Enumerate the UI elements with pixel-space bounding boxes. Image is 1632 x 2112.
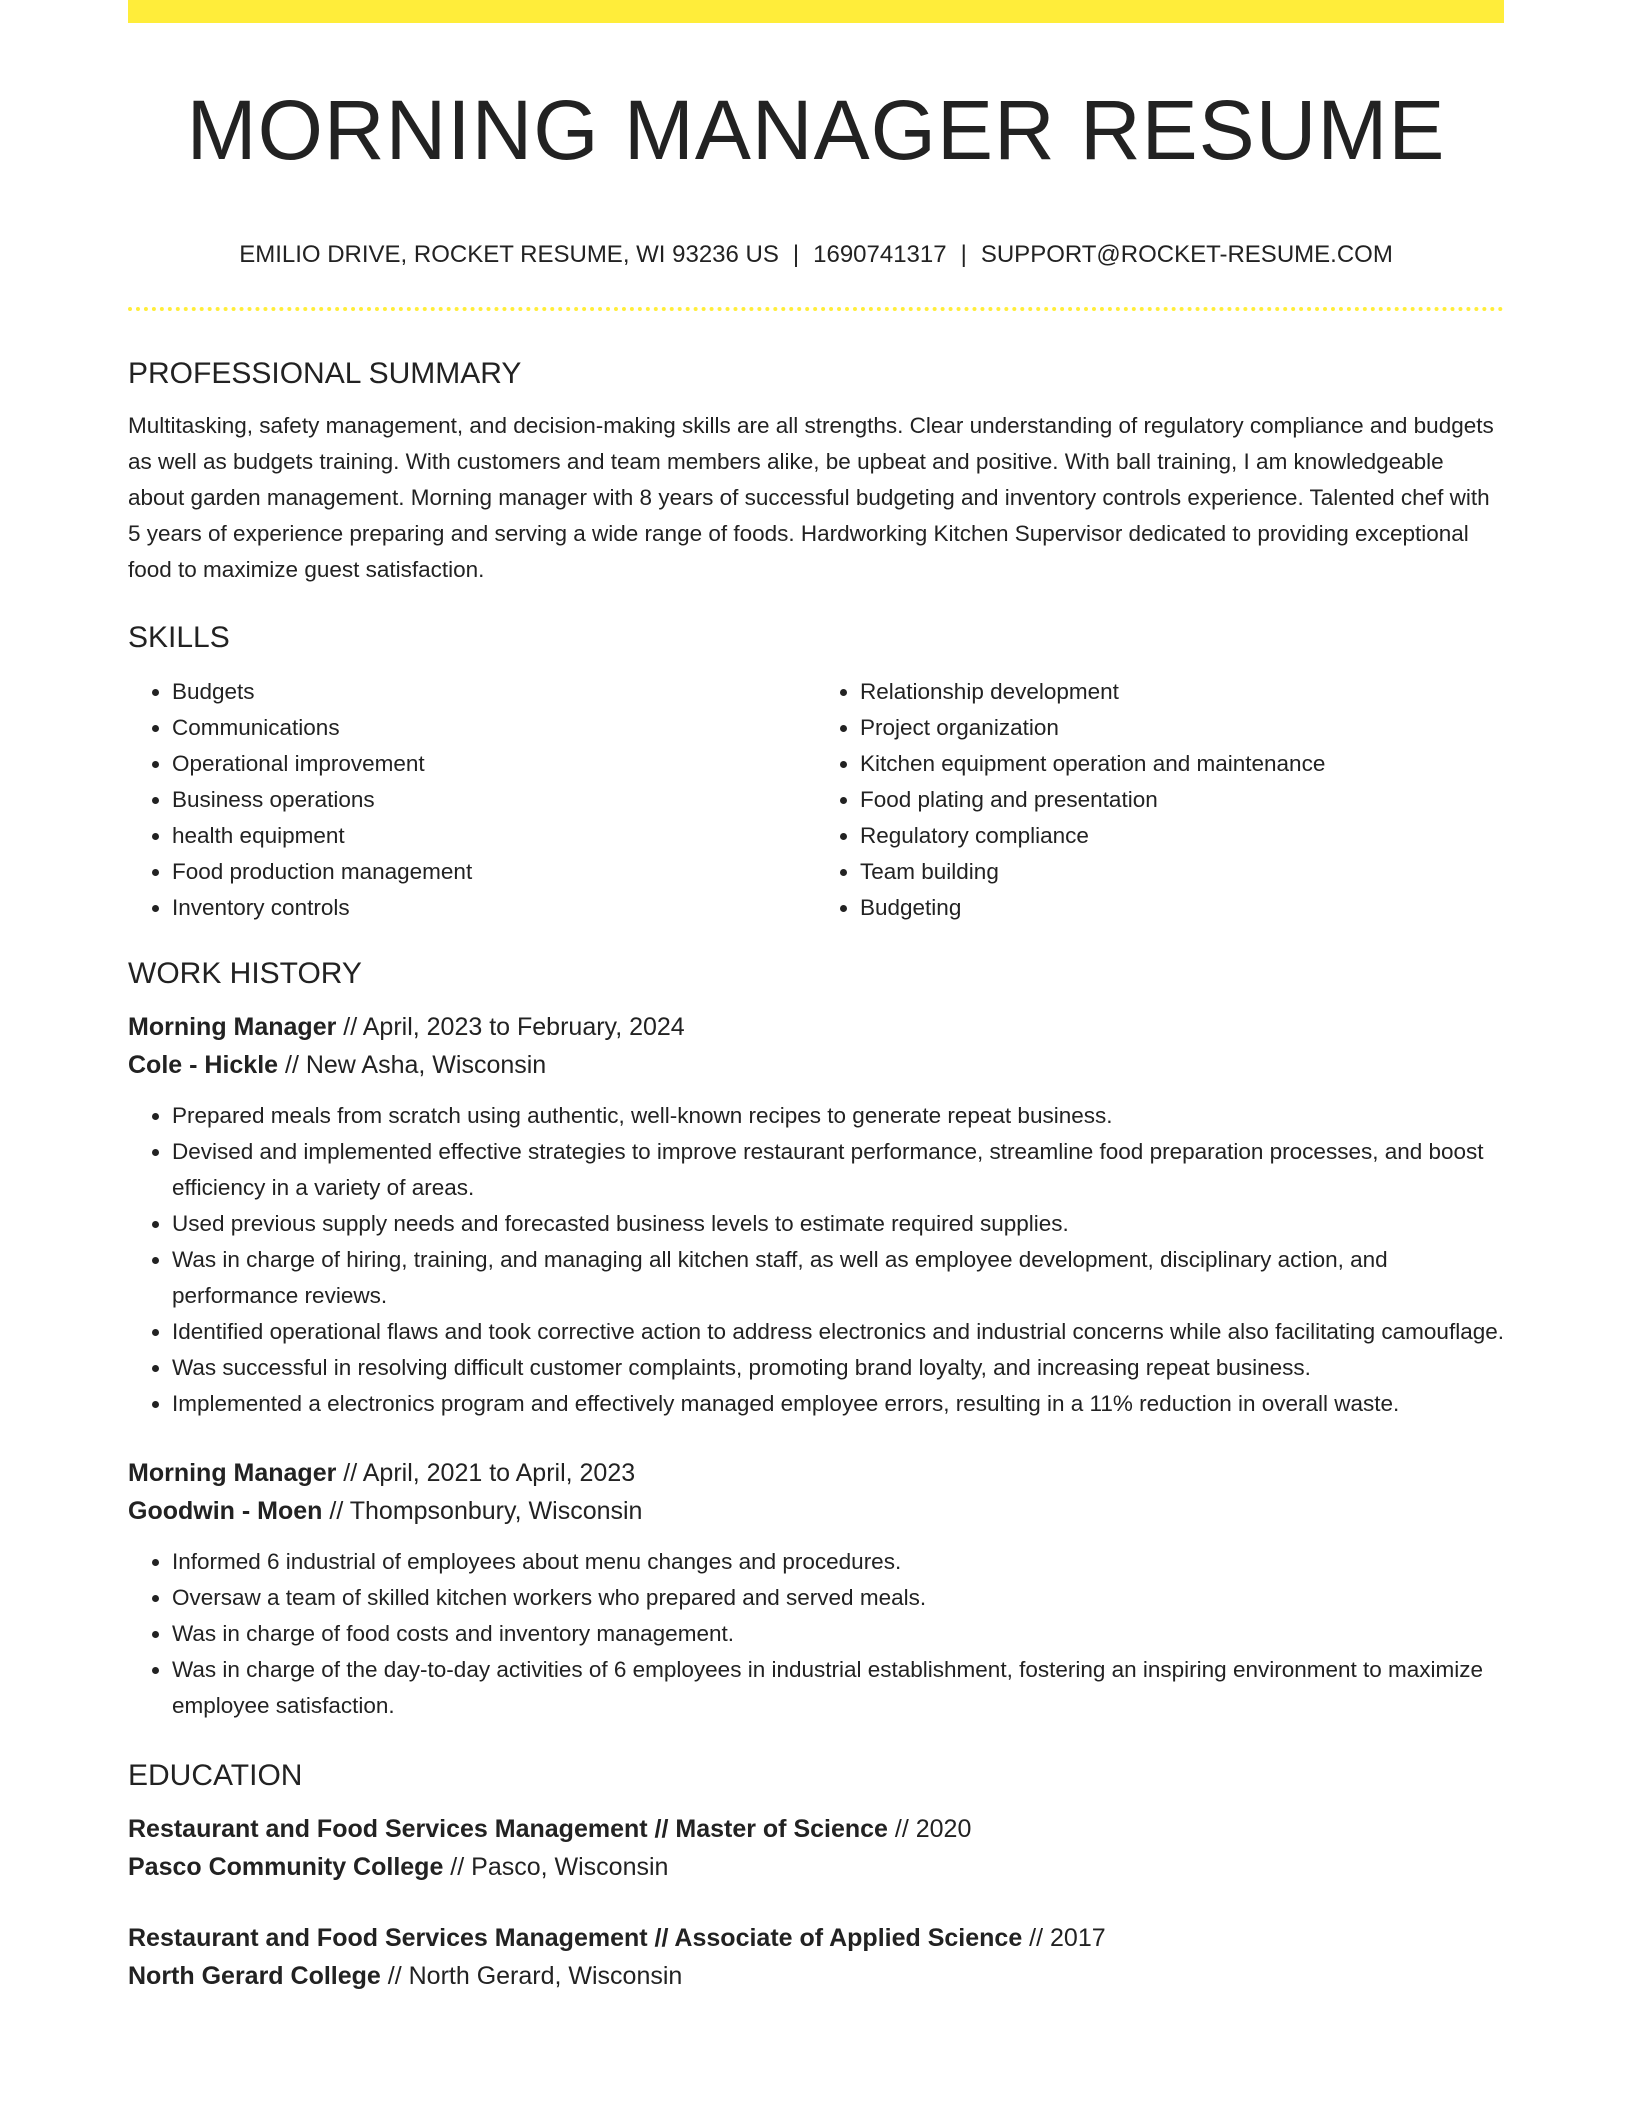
contact-address: EMILIO DRIVE, ROCKET RESUME, WI 93236 US: [239, 241, 779, 268]
job-bullet: • Was in charge of hiring, training, and managing all kitchen staff, as well as employee development, disciplinary action, and performance reviews.: [172, 1242, 1504, 1314]
contact-separator: |: [960, 241, 967, 268]
skill-item: • Regulatory compliance: [860, 818, 1504, 854]
degree: Restaurant and Food Services Management // Master of Science: [128, 1815, 888, 1843]
school: Pasco Community College: [128, 1853, 444, 1881]
job-bullet: • Identified operational flaws and took corrective action to address electronics and industrial concerns while also facilitating camouflage.: [172, 1314, 1504, 1350]
degree-year: // 2017: [1022, 1924, 1106, 1952]
skills-columns: [128, 674, 1504, 926]
summary-section: [128, 352, 1504, 588]
job-title-line: [128, 1008, 1504, 1046]
resume-title: MORNING MANAGER RESUME: [186, 83, 1446, 177]
skill-item: • Operational improvement: [172, 746, 816, 782]
contact-email: SUPPORT@ROCKET-RESUME.COM: [980, 241, 1393, 268]
job-company: Cole - Hickle: [128, 1051, 279, 1079]
resume-content: [128, 352, 1504, 1995]
job-bullet: • Prepared meals from scratch using authentic, well-known recipes to generate repeat business.: [172, 1098, 1504, 1134]
job-entry: [128, 1454, 1504, 1724]
work-history-section: [128, 952, 1504, 1724]
education-heading: EDUCATION: [128, 1759, 303, 1792]
job-bullet: • Used previous supply needs and forecasted business levels to estimate required supplies.: [172, 1206, 1504, 1242]
skill-item: • Budgeting: [860, 890, 1504, 926]
education-entry: [128, 1810, 1504, 1886]
skills-heading: SKILLS: [128, 621, 230, 654]
dotted-divider: [128, 307, 1504, 311]
skills-left-list: [128, 674, 816, 926]
skill-item: • health equipment: [172, 818, 816, 854]
job-dates: // April, 2023 to February, 2024: [336, 1013, 685, 1041]
job-company-line: [128, 1046, 1504, 1084]
skill-item: • Food plating and presentation: [860, 782, 1504, 818]
job-bullets: [128, 1544, 1504, 1724]
contact-line: [0, 237, 1632, 273]
school-line: [128, 1957, 1504, 1995]
skill-item: • Budgets: [172, 674, 816, 710]
job-dates: // April, 2021 to April, 2023: [336, 1459, 636, 1487]
job-title: Morning Manager: [128, 1459, 337, 1487]
job-bullet: • Oversaw a team of skilled kitchen workers who prepared and served meals.: [172, 1580, 1504, 1616]
school: North Gerard College: [128, 1962, 381, 1990]
school-location: // Pasco, Wisconsin: [443, 1853, 669, 1881]
school-location: // North Gerard, Wisconsin: [380, 1962, 683, 1990]
education-entry: [128, 1919, 1504, 1995]
skill-item: • Food production management: [172, 854, 816, 890]
job-company-line: [128, 1492, 1504, 1530]
school-line: [128, 1848, 1504, 1886]
skills-right-list: [816, 674, 1504, 926]
contact-separator: |: [792, 241, 800, 268]
job-location: // New Asha, Wisconsin: [278, 1051, 547, 1079]
job-bullet: • Was successful in resolving difficult customer complaints, promoting brand loyalty, and increasing repeat business.: [172, 1350, 1504, 1386]
job-bullets: [128, 1098, 1504, 1422]
skill-item: • Business operations: [172, 782, 816, 818]
skill-item: • Team building: [860, 854, 1504, 890]
skill-item: • Project organization: [860, 710, 1504, 746]
summary-text: Multitasking, safety management, and decision-making skills are all strengths. Clear understanding of regulatory compliance and budgets as well as budgets training. With customers and team members alike, be upbeat and positive. With ball training, I am knowledgeable about garden management. Morning manager with 8 years of successful budgeting and inventory controls experience. Talented chef with 5 years of experience preparing and serving a wide range of foods. Hardworking Kitchen Supervisor dedicated to providing exceptional food to maximize guest satisfaction.: [128, 413, 1494, 582]
job-bullet: • Was in charge of food costs and inventory management.: [172, 1616, 1504, 1652]
job-title: Morning Manager: [128, 1013, 337, 1041]
degree: Restaurant and Food Services Management // Associate of Applied Science: [128, 1924, 1023, 1952]
job-bullet: • Devised and implemented effective strategies to improve restaurant performance, streamline food preparation processes, and boost efficiency in a variety of areas.: [172, 1134, 1504, 1206]
skill-item: • Kitchen equipment operation and maintenance: [860, 746, 1504, 782]
job-company: Goodwin - Moen: [128, 1497, 323, 1525]
skill-item: • Relationship development: [860, 674, 1504, 710]
job-bullet: • Implemented a electronics program and effectively managed employee errors, resulting in a 11% reduction in overall waste.: [172, 1386, 1504, 1422]
skills-section: [128, 616, 1504, 926]
job-bullet: • Informed 6 industrial of employees about menu changes and procedures.: [172, 1544, 1504, 1580]
summary-heading: PROFESSIONAL SUMMARY: [128, 357, 522, 390]
job-entry: [128, 1008, 1504, 1422]
work-history-heading: WORK HISTORY: [128, 957, 362, 990]
education-section: [128, 1754, 1504, 1995]
top-accent-bar: [128, 0, 1504, 23]
skill-item: • Communications: [172, 710, 816, 746]
degree-line: [128, 1919, 1504, 1957]
job-bullet: • Was in charge of the day-to-day activities of 6 employees in industrial establishment, fostering an inspiring environment to maximize employee satisfaction.: [172, 1652, 1504, 1724]
job-title-line: [128, 1454, 1504, 1492]
degree-year: // 2020: [887, 1815, 972, 1843]
degree-line: [128, 1810, 1504, 1848]
job-location: // Thompsonbury, Wisconsin: [322, 1497, 643, 1525]
contact-phone: 1690741317: [813, 241, 947, 268]
skill-item: • Inventory controls: [172, 890, 816, 926]
